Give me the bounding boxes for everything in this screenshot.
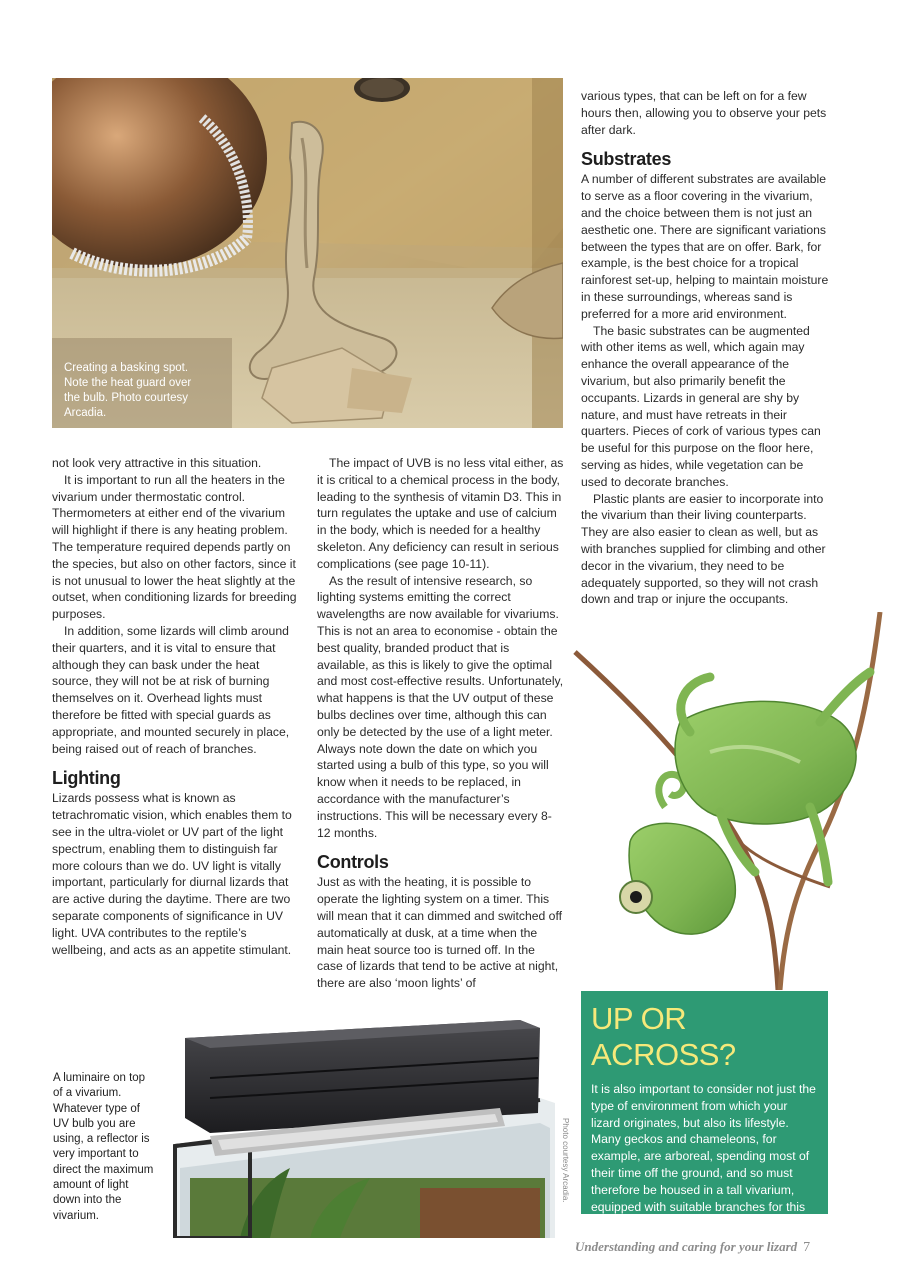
substrates-heading: Substrates (581, 149, 672, 170)
page-number: 7 (803, 1240, 811, 1255)
col3-paragraph-4: Plastic plants are easier to incorporate into the vivarium than their living counterparts. They are also easier to clean as well, but as with branches supplied for climbing and other decor in the vivarium, they need to be adequately supported, so they will not crash down and trap or injure the occupants. (581, 491, 826, 607)
up-or-across-sidebar (581, 991, 828, 1231)
column-2 (317, 455, 564, 992)
col2-paragraph-2: As the result of intensive research, so lighting systems emitting the correct wavelengths are now available for vivariums. This is not an area to economise - obtain the best quality, branded product that is available, as this is likely to give the optimal and most cost-effective results. Unfortunately, what happens is that the UV output of these bulbs declines over time, although this can only be detected by the use of a light meter. Always note down the date on which you started using a bulb of this type, so you will know when it needs to be replaced, in accordance with the manufacturer’s instructions. This will be necessary every 8-12 months. (317, 573, 564, 840)
chameleon-image (570, 612, 905, 990)
luminaire-photo-caption: A luminaire on top of a vivarium. Whatever type of UV bulb you are using, a reflector is very important to direct the maximum amount of light down into the vivarium. (53, 1072, 154, 1222)
luminaire-photo-credit: Photo courtesy Arcadia. (561, 1118, 570, 1203)
col3-paragraph-2: A number of different substrates are available to serve as a floor covering in the vivarium, and the choice between them is not just an aesthetic one. There are significant variations between the types that are on offer. Bark, for example, is the best choice for a tropical rainforest set-up, helping to maintain moisture in these surroundings, whereas sand is preferred for a more arid environment. (581, 172, 829, 321)
sidebar-body: It is also important to consider not just the type of environment from which your lizard originates, but also its lifestyle. Many geckos and chameleons, for example, are arboreal, spending most of their time off the ground, and so must therefore be housed in a tall vivarium, equipped with suitable branches for this purpose, rather than a horizontal design. (591, 1082, 816, 1231)
lighting-heading: Lighting (52, 768, 121, 789)
page-footer (575, 1239, 810, 1256)
col3-paragraph-3: The basic substrates can be augmented with other items as well, which again may enhance the overall appearance of the vivarium, but also primarily benefit the occupants. Lizards in general are shy by nature, and must have retreats in their quarters. Pieces of cork of various types can be useful for this purpose on the floor here, serving as hides, while vegetation can be used to decorate branches. (581, 323, 821, 489)
col1-paragraph-3: In addition, some lizards will climb around their quarters, and it is vital to ensure that although they can bask under the heat source, they will not be at risk of burning themselves on it. Overhead lights must therefore be fitted with special guards as appropriate, and mounted securely in place, being raised out of reach of branches. (52, 623, 290, 756)
col2-paragraph-1: The impact of UVB is no less vital either, as it is critical to a chemical process in the body, leading to the synthesis of vitamin D3. This in turn regulates the uptake and use of calcium in the body, which is needed for a healthy skeleton. Any deficiency can result in serious complications (see page 10-11). (317, 456, 564, 571)
col2-paragraph-3: Just as with the heating, it is possible to operate the lighting system on a timer. This will mean that it can dimmed and switched off automatically at dusk, at a time when the main heat source too is turned off. In the case of lizards that tend to be active at night, there are also ‘moon lights’ of (317, 875, 562, 991)
luminaire-photo (170, 1018, 555, 1238)
basking-spot-photo (52, 78, 563, 428)
controls-heading: Controls (317, 852, 389, 873)
col1-paragraph-1: not look very attractive in this situation. (52, 456, 262, 470)
chameleon-photo (570, 612, 905, 990)
luminaire-image (170, 1018, 555, 1238)
col1-paragraph-2: It is important to run all the heaters in the vivarium under thermostatic control. Thermometers at either end of the vivarium will highlight if there is any heating problem. The temperature required depends partly on the species, but also on other factors, since it is not unusual to lower the heat slightly at the outset, when conditioning lizards for breeding purposes. (52, 472, 297, 622)
col1-paragraph-4: Lizards possess what is known as tetrachromatic vision, which enables them to see in the ultra-violet or UV part of the light spectrum, enabling them to distinguish far more colours than we do. UV light is vitally important, particularly for diurnal lizards that are active during the daytime. There are two separate components of significance in UV light. UVA contributes to the reptile’s wellbeing, and acts as an appetite stimulant. (52, 791, 292, 957)
sidebar-title: UP OR ACROSS? (591, 1001, 736, 1072)
basking-photo-caption: Creating a basking spot. Note the heat guard over the bulb. Photo courtesy Arcadia. (64, 362, 192, 419)
footer-title: Understanding and caring for your lizard (575, 1239, 798, 1254)
column-3 (581, 88, 831, 608)
col3-paragraph-1: various types, that can be left on for a few hours then, allowing you to observe your pets after dark. (581, 89, 827, 137)
column-1 (52, 455, 299, 958)
